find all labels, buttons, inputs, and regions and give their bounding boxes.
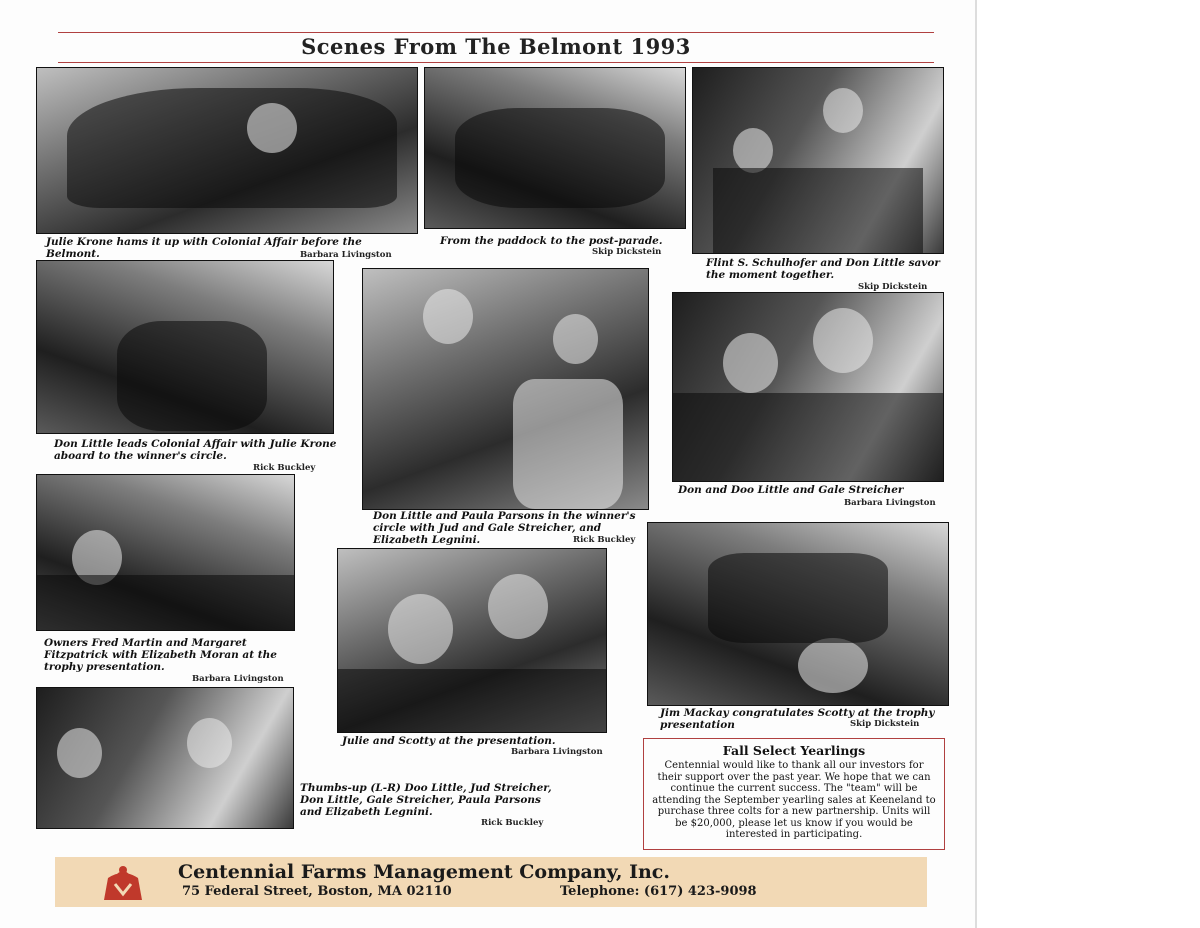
photo-thumbs-up [36, 687, 294, 829]
photo-julie-scotty [337, 548, 607, 733]
photo-krone-colonial-affair [36, 67, 418, 234]
photo-credit: Rick Buckley [253, 463, 316, 473]
photo-owners-trophy [36, 474, 295, 631]
photo-credit: Skip Dickstein [592, 247, 662, 257]
photo-paddock [424, 67, 686, 229]
photo-caption: Thumbs-up (L-R) Doo Little, Jud Streicher, Don Little, Gale Streicher, Paula Parsons and Elizabeth Legnini. [300, 782, 552, 818]
photo-credit: Barbara Livingston [511, 747, 603, 757]
photo-winners-circle-lead [36, 260, 334, 434]
top-rule [58, 32, 934, 33]
jockey-silks-logo-icon [100, 860, 146, 904]
photo-caption: Don Little leads Colonial Affair with Julie Krone aboard to the winner's circle. [54, 438, 337, 462]
photo-credit: Barbara Livingston [192, 674, 284, 684]
photo-caption: Julie Krone hams it up with Colonial Affair before the Belmont. [46, 236, 362, 260]
photo-credit: Rick Buckley [481, 818, 544, 828]
page-title: Scenes From The Belmont 1993 [301, 34, 691, 59]
photo-credit: Rick Buckley [573, 535, 636, 545]
photo-credit: Skip Dickstein [850, 719, 920, 729]
photo-caption: Don and Doo Little and Gale Streicher [678, 484, 904, 496]
company-address: 75 Federal Street, Boston, MA 02110 [182, 884, 452, 899]
photo-little-streicher [672, 292, 944, 482]
photo-credit: Barbara Livingston [844, 498, 936, 508]
title-rule [58, 62, 934, 63]
notice-title: Fall Select Yearlings [722, 743, 866, 758]
photo-credit: Skip Dickstein [858, 282, 928, 292]
photo-schulhofer-little [692, 67, 944, 254]
photo-winners-circle-group [362, 268, 649, 510]
notice-body: Centennial would like to thank all our investors for their support over the past year. We hope that we can continue the current success. The "team" will be attending the September yearling sales at Keeneland to purchase three colts for a new partnership. Units will be $20,000, please let us know if you would be interested in participating. [652, 760, 936, 840]
photo-caption: Jim Mackay congratulates Scotty at the trophy presentation [660, 707, 935, 731]
photo-caption: Julie and Scotty at the presentation. [342, 735, 556, 747]
company-footer [55, 857, 927, 907]
photo-caption: From the paddock to the post-parade. [440, 235, 663, 247]
company-name: Centennial Farms Management Company, Inc. [178, 861, 670, 883]
fall-yearlings-notice [643, 738, 945, 850]
photo-credit: Barbara Livingston [300, 250, 392, 260]
photo-mackay-scotty [647, 522, 949, 706]
photo-caption: Owners Fred Martin and Margaret Fitzpatrick with Elizabeth Moran at the trophy presentation. [44, 637, 277, 673]
photo-caption: Don Little and Paula Parsons in the winner's circle with Jud and Gale Streicher, and Elizabeth Legnini. [373, 510, 636, 546]
company-phone: Telephone: (617) 423-9098 [560, 884, 757, 899]
photo-caption: Flint S. Schulhofer and Don Little savor the moment together. [706, 257, 940, 281]
